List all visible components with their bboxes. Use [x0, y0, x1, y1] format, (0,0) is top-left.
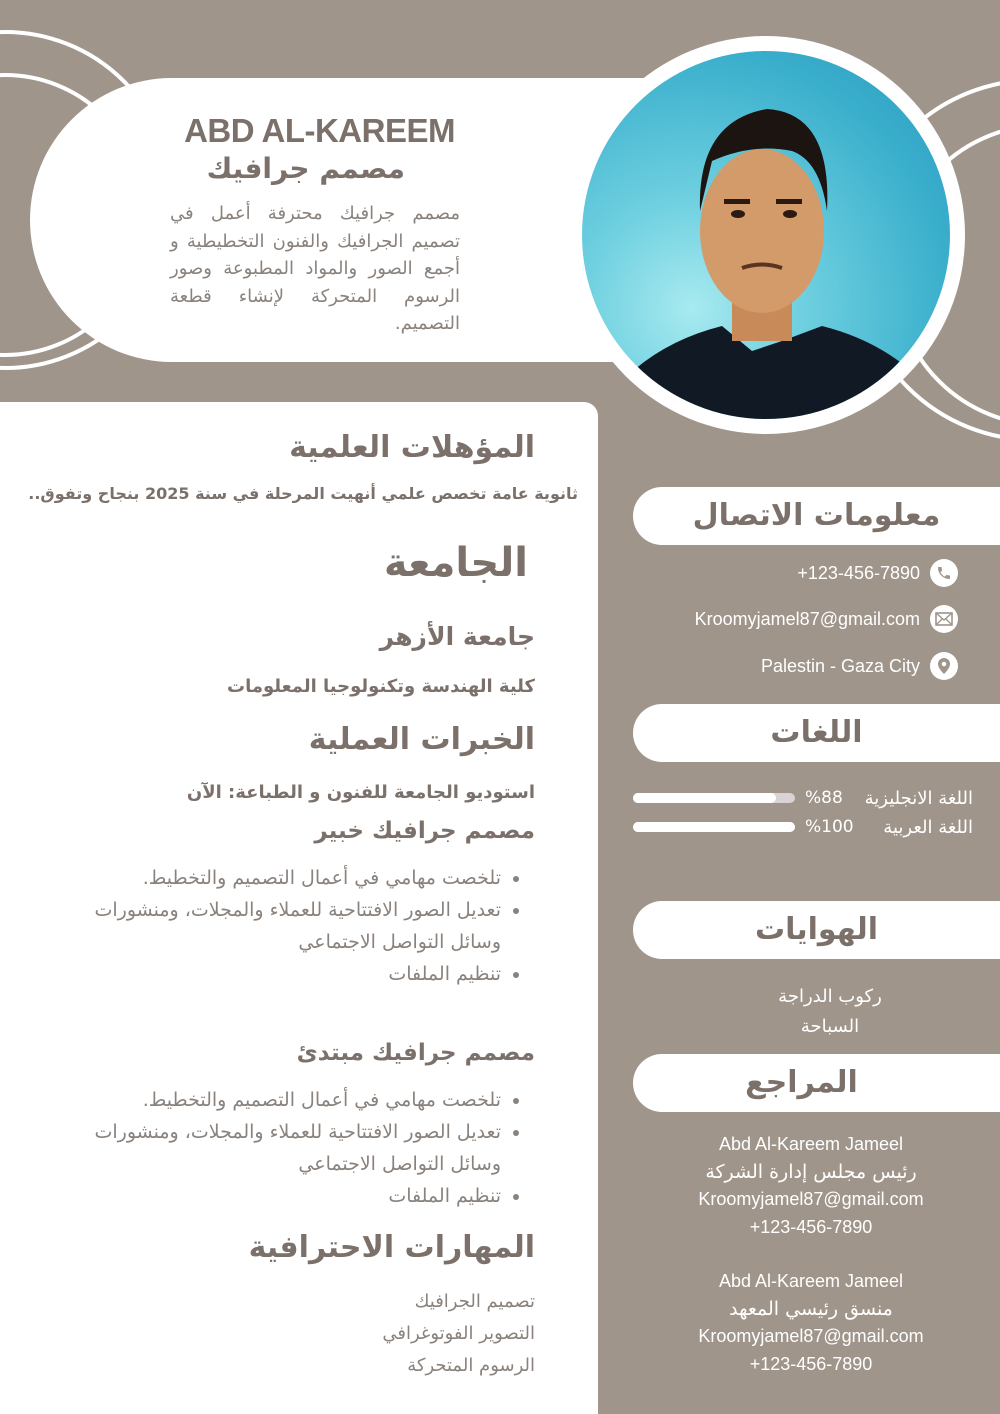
contact-location — [761, 651, 958, 681]
language-bar-fill — [633, 793, 776, 803]
experience-heading: الخبرات العملية — [308, 722, 535, 757]
job-title: مصمم جرافيك — [206, 152, 405, 185]
job-2-tasks — [51, 1084, 535, 1212]
contact-heading: معلومات الاتصال — [692, 498, 941, 533]
reference-position: منسق رئيسي المعهد — [729, 1297, 893, 1320]
contact-phone[interactable] — [797, 558, 958, 588]
education-heading: المؤهلات العلمية — [289, 430, 535, 465]
references-header — [633, 1054, 1000, 1112]
intro-text: مصمم جرافيك محترفة أعمل في تصميم الجرافيك والفنون التخطيطية و أجمع الصور والمواد المطبوعة وصور الرسوم المتحركة لإنشاء قطعة التصميم. — [170, 203, 460, 334]
skill-item: التصوير الفوتوغرافي — [382, 1323, 535, 1344]
references-heading: المراجع — [745, 1065, 858, 1100]
mail-icon — [930, 605, 958, 633]
task-item: • تعديل الصور الافتتاحية للعملاء والمجلات، ومنشورات وسائل التواصل الاجتماعي — [51, 894, 501, 958]
language-row-arabic — [633, 815, 973, 839]
task-item: • تنظيم الملفات — [51, 1180, 501, 1212]
high-school-text: ثانوية عامة تخصص علمي أنهيت المرحلة في سنة 2025 بنجاح وتفوق.. — [28, 484, 578, 503]
reference-2 — [660, 1268, 962, 1378]
faculty-name: كلية الهندسة وتكنولوجيا المعلومات — [226, 676, 535, 697]
language-bar-english — [633, 793, 795, 803]
university-name: جامعة الأزهر — [379, 622, 535, 651]
task-item: • تلخصت مهامي في أعمال التصميم والتخطيط. — [51, 1084, 501, 1116]
job-role-2: مصمم جرافيك مبتدئ — [296, 1040, 535, 1066]
reference-name: Abd Al-Kareem Jameel — [718, 1271, 904, 1291]
person-silhouette-icon — [582, 51, 950, 419]
company-name: استوديو الجامعة للفنون و الطباعة: الآن — [186, 782, 535, 803]
email-value[interactable]: Kroomyjamel87@gmail.com — [694, 608, 920, 629]
skill-item: تصميم الجرافيك — [414, 1291, 535, 1312]
profile-photo — [582, 51, 950, 419]
reference-name: Abd Al-Kareem Jameel — [718, 1134, 904, 1154]
task-item: • تلخصت مهامي في أعمال التصميم والتخطيط. — [51, 862, 501, 894]
task-item: • تنظيم الملفات — [51, 958, 501, 990]
reference-phone[interactable]: +123-456-7890 — [749, 1353, 873, 1374]
reference-email[interactable]: Kroomyjamel87@gmail.com — [698, 1326, 924, 1346]
phone-value[interactable]: +123-456-7890 — [797, 562, 920, 583]
contact-header — [633, 487, 1000, 545]
skills-heading: المهارات الاحترافية — [248, 1230, 535, 1265]
job-1-tasks — [51, 862, 535, 990]
reference-position: رئيس مجلس إدارة الشركة — [705, 1160, 917, 1183]
skill-item: الرسوم المتحركة — [407, 1355, 535, 1376]
language-bar-fill — [633, 822, 795, 832]
language-percent: %88 — [805, 788, 843, 808]
language-row-english — [633, 786, 973, 810]
hobby-item: السباحة — [800, 1016, 860, 1037]
hobbies-header — [633, 901, 1000, 959]
phone-icon — [930, 559, 958, 587]
job-role-1: مصمم جرافيك خبير — [314, 818, 535, 844]
university-heading: الجامعة — [383, 540, 528, 586]
task-item: • تعديل الصور الافتتاحية للعملاء والمجلات، ومنشورات وسائل التواصل الاجتماعي — [51, 1116, 501, 1180]
language-name: اللغة العربية — [883, 816, 973, 838]
hobbies-list — [730, 982, 930, 1042]
location-value: Palestin - Gaza City — [760, 655, 920, 676]
hobbies-heading: الهوايات — [754, 912, 879, 947]
location-pin-icon — [930, 652, 958, 680]
skills-list — [382, 1286, 535, 1382]
reference-1 — [660, 1131, 962, 1241]
contact-email[interactable] — [695, 604, 958, 634]
candidate-name: ABD AL-KAREEM — [184, 112, 455, 149]
languages-header — [633, 704, 1000, 762]
language-name: اللغة الانجليزية — [864, 787, 973, 809]
reference-email[interactable]: Kroomyjamel87@gmail.com — [698, 1189, 924, 1209]
language-percent: %100 — [805, 817, 854, 837]
reference-phone[interactable]: +123-456-7890 — [749, 1216, 873, 1237]
language-bar-arabic — [633, 822, 795, 832]
hobby-item: ركوب الدراجة — [778, 986, 882, 1007]
languages-heading: اللغات — [770, 715, 863, 750]
